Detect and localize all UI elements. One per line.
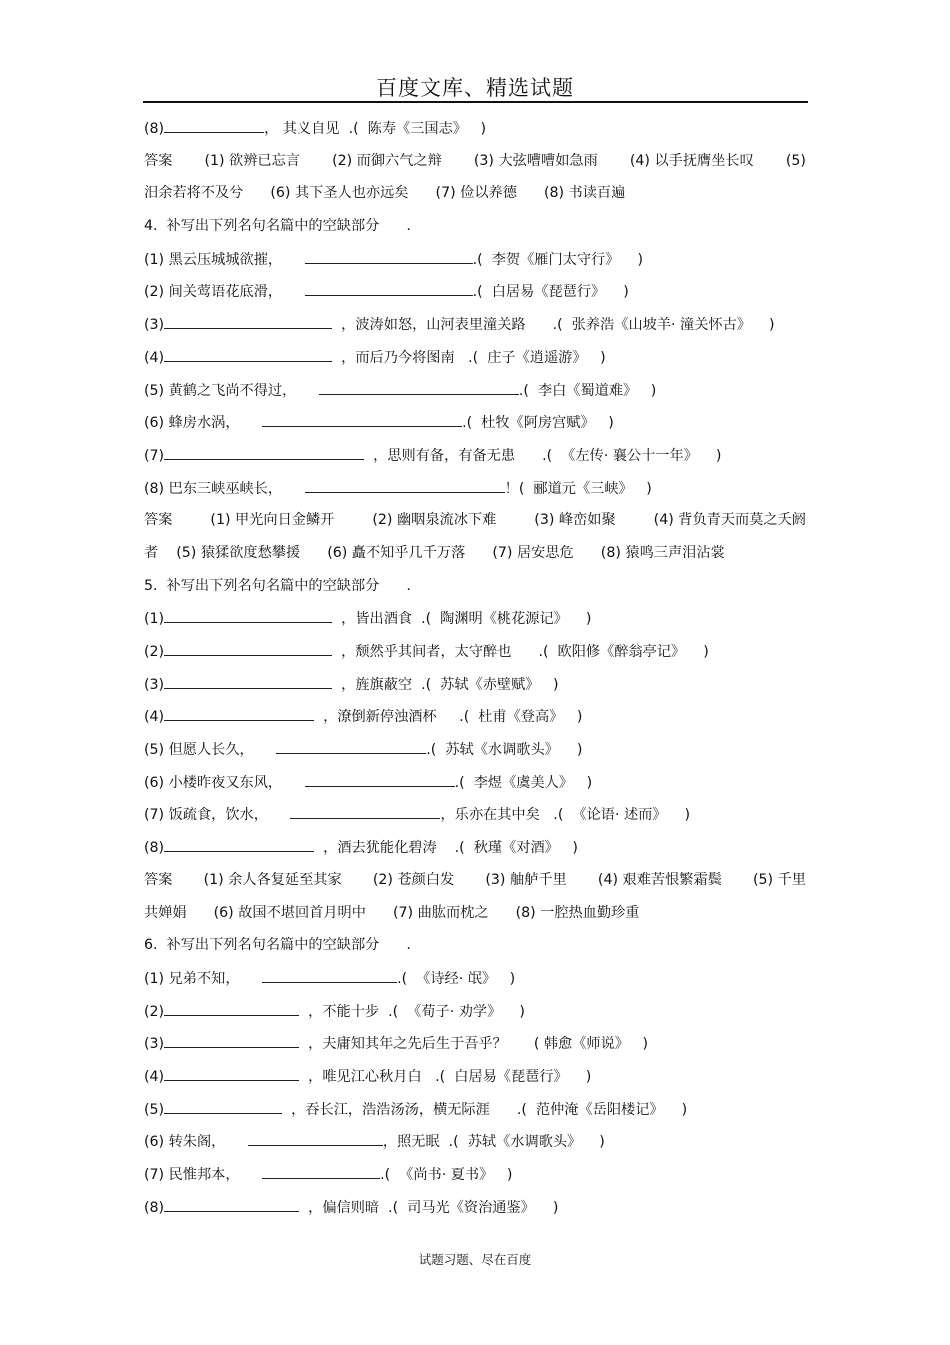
answer-label: 答案	[144, 871, 173, 888]
item-suffix: ，旌旗蔽空 .( 苏轼《赤壁赋》 )	[332, 676, 559, 693]
answer-part: (2) 苍颜白发	[372, 871, 455, 888]
answer-line	[144, 150, 806, 183]
answer-part: (4) 艰难苦恨繁霜鬓	[597, 871, 722, 888]
item-prefix: (1) 黑云压城城欲摧，	[144, 251, 305, 268]
item-prefix: (8)	[144, 1199, 165, 1216]
text-line: 者 (5) 猿猱欲度愁攀援 (6) 矗不知乎几千万落 (7) 居安思危 (8) 猿鸣三声泪沾裳	[144, 544, 725, 561]
item-prefix: (6) 蜂房水涡，	[144, 415, 263, 432]
item-suffix: .( 《诗经· 氓》 )	[397, 970, 516, 987]
item-prefix: (8)	[144, 840, 165, 857]
fill-in-blank[interactable]	[305, 477, 505, 493]
fill-in-blank[interactable]	[305, 280, 473, 296]
page-footer: 试题习题、尽在百度	[418, 1252, 532, 1267]
question-item	[144, 738, 806, 771]
item-suffix: .( 苏轼《水调歌头》 )	[426, 742, 583, 759]
item-suffix: ，酒去犹能化碧涛 .( 秋瑾《对酒》 )	[314, 840, 578, 857]
item-prefix: (1) 兄弟不知，	[144, 970, 263, 987]
item-prefix: (2)	[144, 644, 165, 660]
text-line: 共婵娟 (6) 故国不堪回首月明中 (7) 曲肱而枕之 (8) 一腔热血勤珍重	[144, 904, 640, 921]
question-item	[144, 1130, 806, 1163]
fill-in-blank[interactable]	[262, 1163, 380, 1179]
question-item	[144, 444, 806, 477]
fill-in-blank[interactable]	[164, 673, 332, 689]
item-prefix: (4)	[144, 349, 165, 366]
fill-in-blank[interactable]	[164, 1196, 299, 1212]
question-item	[144, 117, 806, 150]
item-prefix: (5) 但愿人长久，	[144, 742, 277, 759]
item-prefix: (7) 饭疏食，饮水，	[144, 807, 291, 824]
item-suffix: ，而后乃今将图南 .( 庄子《逍遥游》 )	[332, 349, 606, 366]
item-suffix: ，吞长江，浩浩汤汤，横无际涯 .( 范仲淹《岳阳楼记》 )	[282, 1101, 688, 1118]
fill-in-blank[interactable]	[164, 117, 264, 133]
question-item	[144, 1065, 806, 1098]
fill-in-blank[interactable]	[164, 1000, 299, 1016]
question-item	[144, 280, 806, 313]
item-suffix: ，潦倒新停浊酒杯 .( 杜甫《登高》 )	[314, 709, 583, 726]
header-rule	[143, 101, 808, 103]
question-item	[144, 1032, 806, 1065]
item-suffix: ，唯见江心秋月白 .( 白居易《琵琶行》 )	[299, 1068, 592, 1085]
answer-label: 答案	[144, 152, 173, 169]
question-item	[144, 1196, 806, 1229]
fill-in-blank[interactable]	[290, 803, 440, 819]
answer-part: (4) 以手抚膺坐长叹	[629, 152, 754, 169]
item-prefix: (7) 民惟邦本，	[144, 1167, 263, 1183]
item-suffix: ，颓然乎其间者，太守醉也 .( 欧阳修《醉翁亭记》 )	[332, 644, 709, 660]
answer-part: (1) 欲辨已忘言	[204, 152, 300, 169]
fill-in-blank[interactable]	[164, 607, 332, 623]
fill-in-blank[interactable]	[164, 1065, 299, 1081]
question-item	[144, 705, 806, 738]
fill-in-blank[interactable]	[164, 444, 364, 460]
question-item	[144, 836, 806, 869]
question-item	[144, 771, 806, 804]
item-prefix: (1)	[144, 611, 165, 628]
item-suffix: ！( 郦道元《三峡》 )	[504, 480, 652, 497]
item-suffix: ，乐亦在其中矣 .( 《论语· 述而》 )	[440, 807, 691, 824]
item-suffix: .( 《尚书· 夏书》 )	[380, 1167, 513, 1183]
item-suffix: ， 其义自见 .( 陈寿《三国志》 )	[264, 121, 487, 137]
answer-line	[144, 509, 806, 542]
item-suffix: .( 白居易《琵琶行》 )	[472, 284, 629, 301]
item-prefix: (4)	[144, 709, 165, 726]
question-item	[144, 640, 806, 673]
item-suffix: ，不能十步 .( 《荀子· 劝学》 )	[299, 1003, 525, 1020]
fill-in-blank[interactable]	[164, 705, 314, 721]
item-suffix: .( 李白《蜀道难》 )	[518, 382, 657, 399]
item-prefix: (6) 小楼昨夜又东风，	[144, 774, 305, 791]
fill-in-blank[interactable]	[319, 379, 519, 395]
answer-part: (2) 而御六气之辩	[332, 152, 442, 169]
answer-part: (4) 背负青天而莫之夭阏	[653, 512, 806, 529]
item-suffix: ，思则有备，有备无患 .( 《左传· 襄公十一年》 )	[364, 447, 722, 464]
item-prefix: (6) 转朱阁，	[144, 1134, 248, 1151]
fill-in-blank[interactable]	[305, 771, 455, 787]
fill-in-blank[interactable]	[248, 1130, 383, 1146]
fill-in-blank[interactable]	[305, 248, 473, 264]
fill-in-blank[interactable]	[276, 738, 426, 754]
item-prefix: (5) 黄鹤之飞尚不得过，	[144, 382, 319, 399]
fill-in-blank[interactable]	[262, 411, 462, 427]
item-prefix: (2) 间关莺语花底滑，	[144, 284, 305, 301]
item-prefix: (4)	[144, 1068, 165, 1085]
item-prefix: (8)	[144, 121, 165, 137]
fill-in-blank[interactable]	[164, 313, 332, 329]
item-prefix: (3)	[144, 1036, 165, 1053]
question-item	[144, 346, 806, 379]
item-suffix: .( 李煜《虞美人》 )	[454, 774, 593, 791]
fill-in-blank[interactable]	[164, 640, 332, 656]
question-item	[144, 1163, 806, 1196]
answer-part: (1) 余人各复延至其家	[203, 871, 342, 888]
fill-in-blank[interactable]	[164, 346, 332, 362]
item-suffix: .( 李贺《雁门太守行》 )	[472, 251, 643, 268]
document-content	[144, 117, 806, 1228]
question-item	[144, 379, 806, 412]
item-suffix: ，夫庸知其年之先后生于吾乎？ ( 韩愈《师说》 )	[299, 1036, 649, 1053]
item-suffix: ，偏信则暗 .( 司马光《资治通鉴》 )	[299, 1199, 559, 1216]
item-suffix: ，皆出酒食 .( 陶渊明《桃花源记》 )	[332, 611, 592, 628]
answer-part: (3) 峰峦如聚	[534, 512, 616, 529]
text-line: 汨余若将不及兮 (6) 其下圣人也亦远矣 (7) 俭以养德 (8) 书读百遍	[144, 185, 626, 202]
item-prefix: (2)	[144, 1003, 165, 1020]
fill-in-blank[interactable]	[164, 836, 314, 852]
fill-in-blank[interactable]	[262, 967, 397, 983]
answer-label: 答案	[144, 512, 173, 529]
question-item	[144, 477, 806, 510]
answer-line	[144, 869, 806, 902]
item-suffix: ，照无眠 .( 苏轼《水调歌头》 )	[382, 1134, 605, 1151]
item-prefix: (7)	[144, 447, 165, 464]
question-item	[144, 607, 806, 640]
answer-part: (3) 舳舻千里	[485, 871, 567, 888]
item-suffix: .( 杜牧《阿房宫赋》 )	[462, 415, 614, 432]
item-suffix: ，波涛如怒，山河表里潼关路 .( 张养浩《山坡羊· 潼关怀古》 )	[332, 317, 775, 334]
question-item	[144, 248, 806, 281]
answer-part: (2) 幽咽泉流冰下难	[372, 512, 497, 529]
question-item	[144, 1098, 806, 1131]
text-line: 5. 补写出下列名句名篇中的空缺部分 .	[144, 577, 411, 594]
item-prefix: (5)	[144, 1101, 165, 1118]
text-line: 4. 补写出下列名句名篇中的空缺部分 .	[144, 218, 411, 235]
item-prefix: (3)	[144, 676, 165, 693]
question-item	[144, 803, 806, 836]
question-item	[144, 673, 806, 706]
question-item	[144, 967, 806, 1000]
item-prefix: (8) 巴东三峡巫峡长，	[144, 480, 305, 497]
question-item	[144, 313, 806, 346]
fill-in-blank[interactable]	[164, 1098, 282, 1114]
item-prefix: (3)	[144, 317, 165, 334]
answer-part: (1) 甲光向日金鳞开	[210, 512, 335, 529]
answer-part: (5) 千里	[753, 871, 806, 888]
answer-part: (5)	[785, 152, 806, 169]
question-item	[144, 1000, 806, 1033]
page-header-title: 百度文库、精选试题	[376, 76, 574, 100]
text-line: 6. 补写出下列名句名篇中的空缺部分 .	[144, 937, 411, 954]
answer-part: (3) 大弦嘈嘈如急雨	[473, 152, 598, 169]
fill-in-blank[interactable]	[164, 1032, 299, 1048]
question-item	[144, 411, 806, 444]
